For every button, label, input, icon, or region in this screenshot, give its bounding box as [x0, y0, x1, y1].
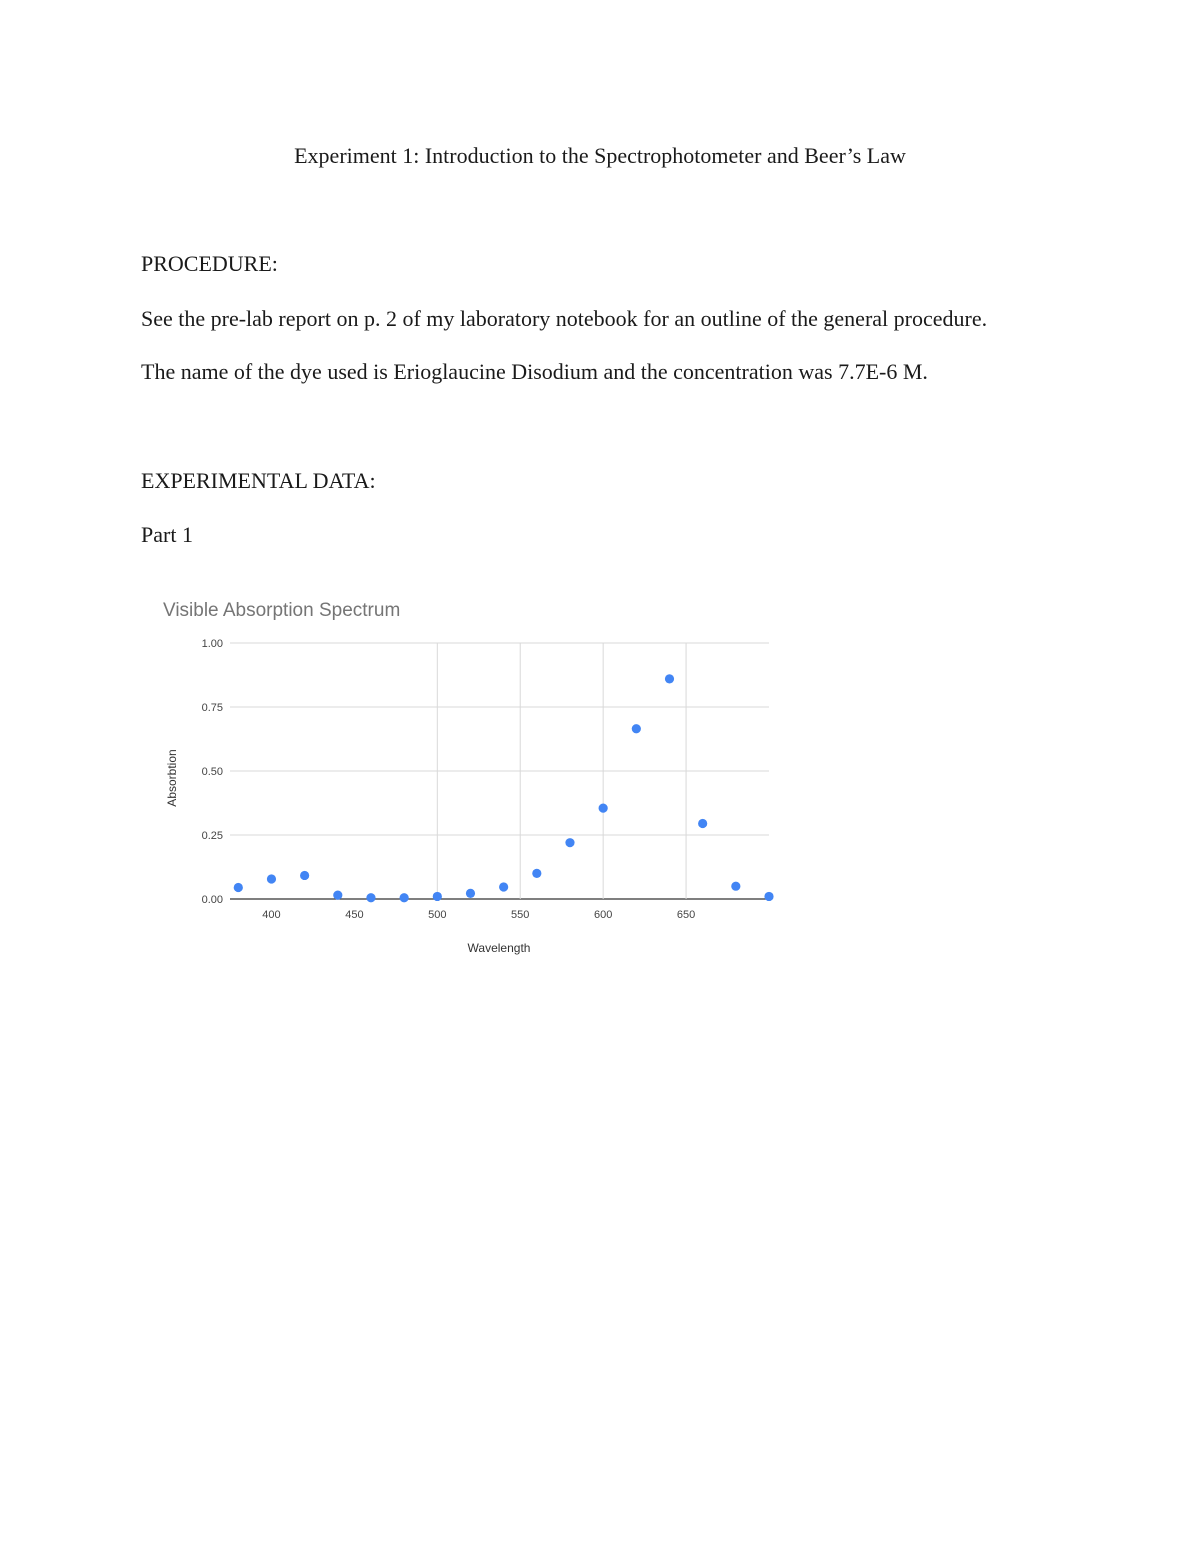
x-tick-label: 400 — [262, 909, 281, 921]
y-tick-label: 0.75 — [201, 702, 223, 714]
procedure-text-dye: The name of the dye used is Erioglaucine Disodium and the concentration was 7.7E-6 M. — [141, 359, 928, 384]
data-point — [764, 892, 773, 901]
y-tick-label: 1.00 — [201, 638, 223, 650]
chart-canvas — [150, 590, 790, 970]
y-axis-label: Absorbtion — [165, 749, 179, 807]
chart-gridlines — [230, 643, 769, 899]
part-label: Part 1 — [141, 522, 193, 547]
data-point — [267, 874, 276, 883]
chart-title: Visible Absorption Spectrum — [163, 600, 401, 621]
x-tick-label: 450 — [345, 909, 364, 921]
data-point — [731, 882, 740, 891]
x-tick-label: 650 — [676, 909, 696, 921]
absorption-spectrum-chart — [150, 590, 790, 970]
data-point — [599, 804, 608, 813]
data-point — [466, 889, 475, 898]
data-point — [565, 838, 574, 847]
data-point — [433, 892, 442, 901]
data-point — [300, 871, 309, 880]
chart-points — [234, 674, 774, 902]
data-point — [532, 869, 541, 878]
y-tick-label: 0.50 — [201, 766, 223, 778]
y-tick-label: 0.00 — [201, 894, 223, 906]
data-point — [333, 891, 342, 900]
experimental-data-heading: EXPERIMENTAL DATA: — [141, 468, 376, 493]
x-tick-label: 600 — [593, 909, 613, 921]
data-point — [665, 674, 674, 683]
data-point — [632, 724, 641, 733]
data-point — [366, 893, 375, 902]
data-point — [400, 893, 409, 902]
procedure-heading: PROCEDURE: — [141, 251, 278, 276]
x-axis-label: Wavelength — [467, 941, 531, 955]
data-point — [698, 819, 707, 828]
y-tick-label: 0.25 — [201, 830, 223, 842]
data-point — [499, 882, 508, 891]
data-point — [234, 883, 243, 892]
procedure-text-notebook: See the pre-lab report on p. 2 of my laboratory notebook for an outline of the general procedure. — [141, 306, 988, 331]
x-tick-label: 550 — [511, 909, 530, 921]
x-tick-label: 500 — [428, 909, 447, 921]
document-title: Experiment 1: Introduction to the Spectrophotometer and Beer’s Law — [294, 143, 906, 168]
